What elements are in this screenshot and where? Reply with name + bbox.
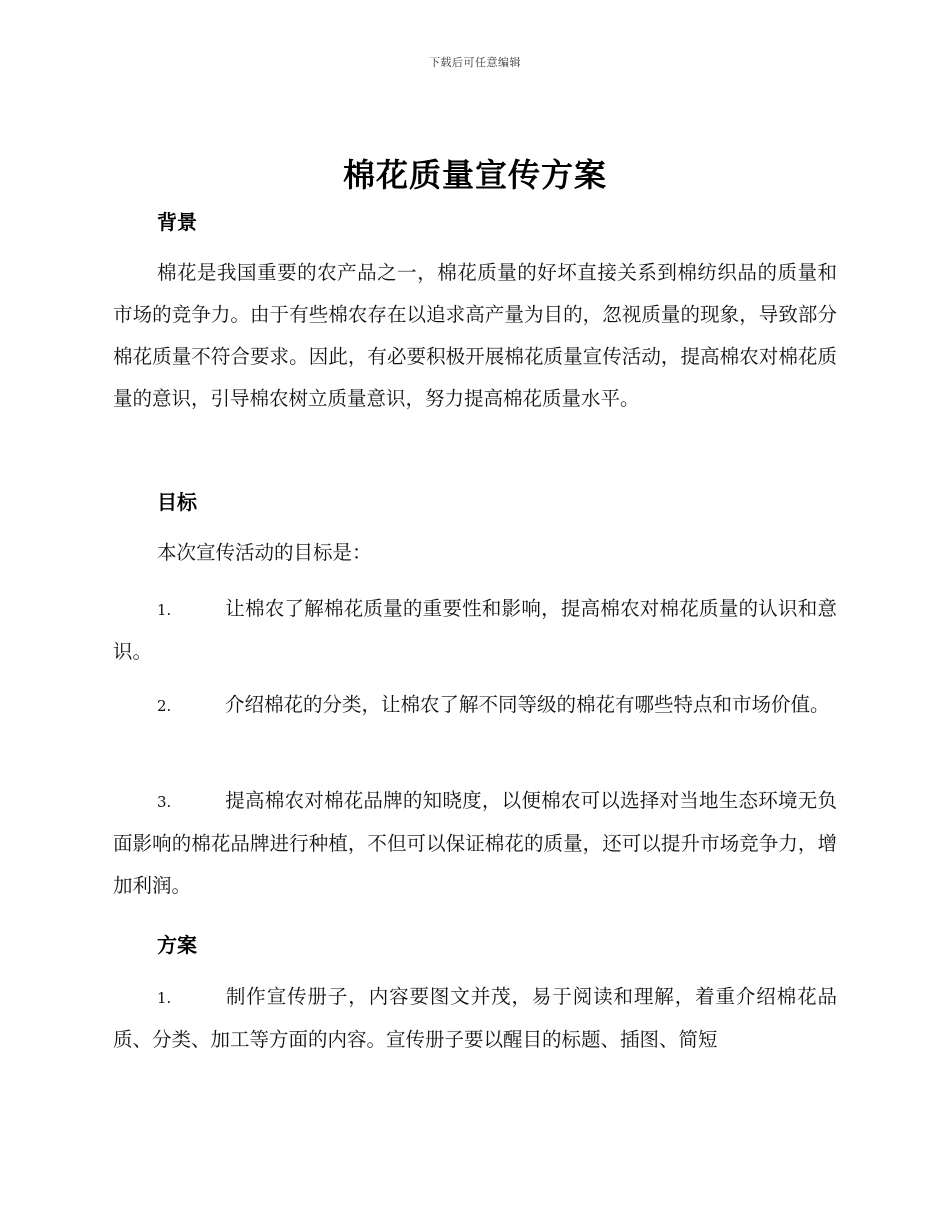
list-item-text: 提高棉农对棉花品牌的知晓度，以便棉农可以选择对当地生态环境无负面影响的棉花品牌进行种植，不但可以保证棉花的质量，还可以提升市场竞争力，增加利润。: [113, 789, 837, 897]
section-heading-background: 背景: [157, 210, 197, 234]
section-heading-goals: 目标: [157, 490, 197, 514]
list-item: [113, 976, 837, 1061]
list-item-number: 1.: [157, 989, 172, 1007]
goal-item-1: [113, 588, 837, 673]
goal-item-3: [113, 780, 837, 907]
page-title: 棉花质量宣传方案: [342, 156, 607, 194]
background-paragraph: 棉花是我国重要的农产品之一，棉花质量的好坏直接关系到棉纺织品的质量和市场的竞争力。由于有些棉农存在以追求高产量为目的，忽视质量的现象，导致部分棉花质量不符合要求。因此，有必要积极开展棉花质量宣传活动，提高棉农对棉花质量的意识，引导棉农树立质量意识，努力提高棉花质量水平。: [113, 261, 837, 410]
list-item-number: 1.: [157, 601, 172, 619]
list-item-text: 介绍棉花的分类，让棉农了解不同等级的棉花有哪些特点和市场价值。: [225, 693, 830, 716]
list-item-text: 制作宣传册子，内容要图文并茂，易于阅读和理解，着重介绍棉花品质、分类、加工等方面的内容。宣传册子要以醒目的标题、插图、简短: [113, 985, 837, 1051]
goals-intro: 本次宣传活动的目标是：: [157, 541, 372, 564]
list-item-number: 3.: [157, 793, 172, 811]
list-item-number: 2.: [157, 697, 172, 715]
goals-intro-block: [113, 532, 837, 574]
list-item: [113, 684, 837, 727]
list-item: [113, 588, 837, 673]
list-item: [113, 780, 837, 907]
section-heading-plan: 方案: [157, 933, 197, 957]
goal-item-2: [113, 684, 837, 727]
header-note: 下载后可任意编辑: [429, 56, 521, 69]
list-item-text: 让棉农了解棉花质量的重要性和影响，提高棉农对棉花质量的认识和意识。: [113, 597, 837, 663]
plan-item-1: [113, 976, 837, 1061]
background-paragraph-block: [113, 252, 837, 420]
